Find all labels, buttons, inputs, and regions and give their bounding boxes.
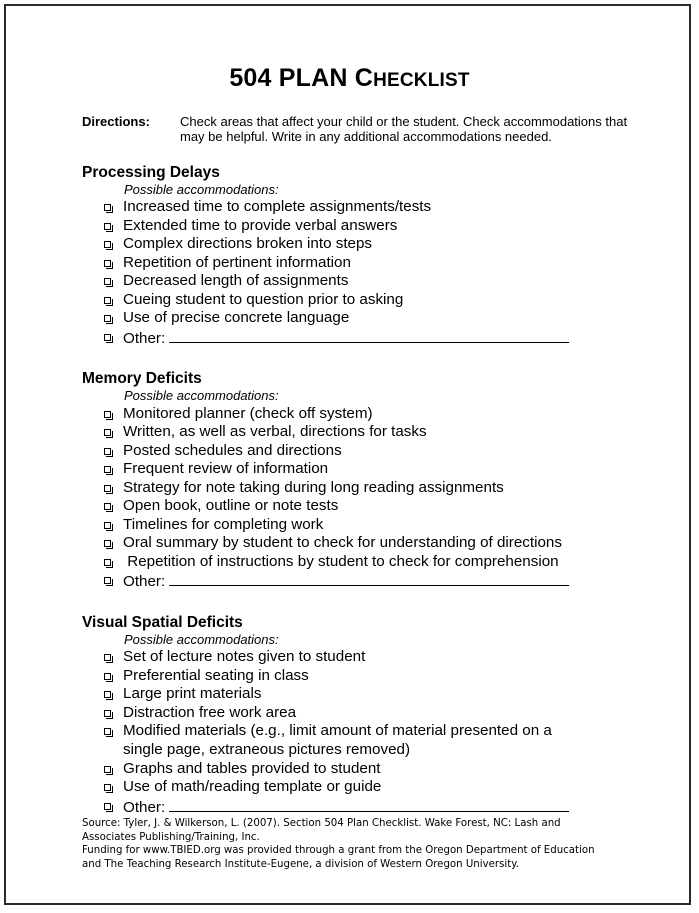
other-write-in-line[interactable] <box>169 797 569 812</box>
checkbox-icon[interactable] <box>104 522 111 529</box>
checkbox-icon[interactable] <box>104 278 111 285</box>
checkbox-icon[interactable] <box>104 241 111 248</box>
checkbox-icon[interactable] <box>104 673 111 680</box>
checkbox-icon[interactable] <box>104 691 111 698</box>
directions-text: Check areas that affect your child or the student. Check accommodations that may be helpful. Write in any additional accommodations needed. <box>180 114 628 144</box>
checkbox-icon[interactable] <box>104 204 111 211</box>
other-write-in-line[interactable] <box>169 328 569 343</box>
section-heading-memory-deficits: Memory Deficits <box>82 370 202 387</box>
title-part-3: HECKLIST <box>373 70 470 91</box>
checkbox-icon[interactable] <box>104 223 111 230</box>
source-line: Source: Tyler, J. & Wilkerson, L. (2007). Section 504 Plan Checklist. Wake Forest, NC: Lash and <box>82 818 561 829</box>
title-part-2: C <box>354 64 374 92</box>
checkbox-icon[interactable] <box>104 654 111 661</box>
checkbox-icon[interactable] <box>104 728 111 735</box>
section-subhead: Possible accommodations: <box>124 388 279 403</box>
title-part-1: 504 PLAN <box>229 64 355 92</box>
checkbox-icon[interactable] <box>104 260 111 267</box>
checkbox-icon[interactable] <box>104 315 111 322</box>
checkbox-icon[interactable] <box>104 559 111 566</box>
section-heading-visual-spatial-deficits: Visual Spatial Deficits <box>82 614 243 631</box>
checkbox-icon[interactable] <box>104 466 111 473</box>
directions-label: Directions: <box>82 114 150 129</box>
checkbox-icon[interactable] <box>104 503 111 510</box>
checkbox-icon[interactable] <box>104 297 111 304</box>
checkbox-icon[interactable] <box>104 766 111 773</box>
checkbox-icon[interactable] <box>104 448 111 455</box>
checkbox-icon[interactable] <box>104 577 111 584</box>
checkbox-icon[interactable] <box>104 429 111 436</box>
checkbox-icon[interactable] <box>104 784 111 791</box>
other-write-in-line[interactable] <box>169 571 569 586</box>
funding-line: and The Teaching Research Institute-Eugene, a division of Western Oregon University. <box>82 858 520 870</box>
source-line: Associates Publishing/Training, Inc. <box>82 831 260 843</box>
checkbox-icon[interactable] <box>104 334 111 341</box>
source-citation <box>82 817 612 871</box>
checkbox-icon[interactable] <box>104 411 111 418</box>
checkbox-icon[interactable] <box>104 540 111 547</box>
section-subhead: Possible accommodations: <box>124 632 279 647</box>
checkbox-icon[interactable] <box>104 485 111 492</box>
checkbox-icon[interactable] <box>104 710 111 717</box>
checkbox-icon[interactable] <box>104 803 111 810</box>
funding-line: Funding for www.TBIED.org was provided through a grant from the Oregon Department of Education <box>82 845 595 856</box>
page-title <box>0 64 699 93</box>
section-heading-processing-delays: Processing Delays <box>82 164 220 181</box>
section-subhead: Possible accommodations: <box>124 182 279 197</box>
